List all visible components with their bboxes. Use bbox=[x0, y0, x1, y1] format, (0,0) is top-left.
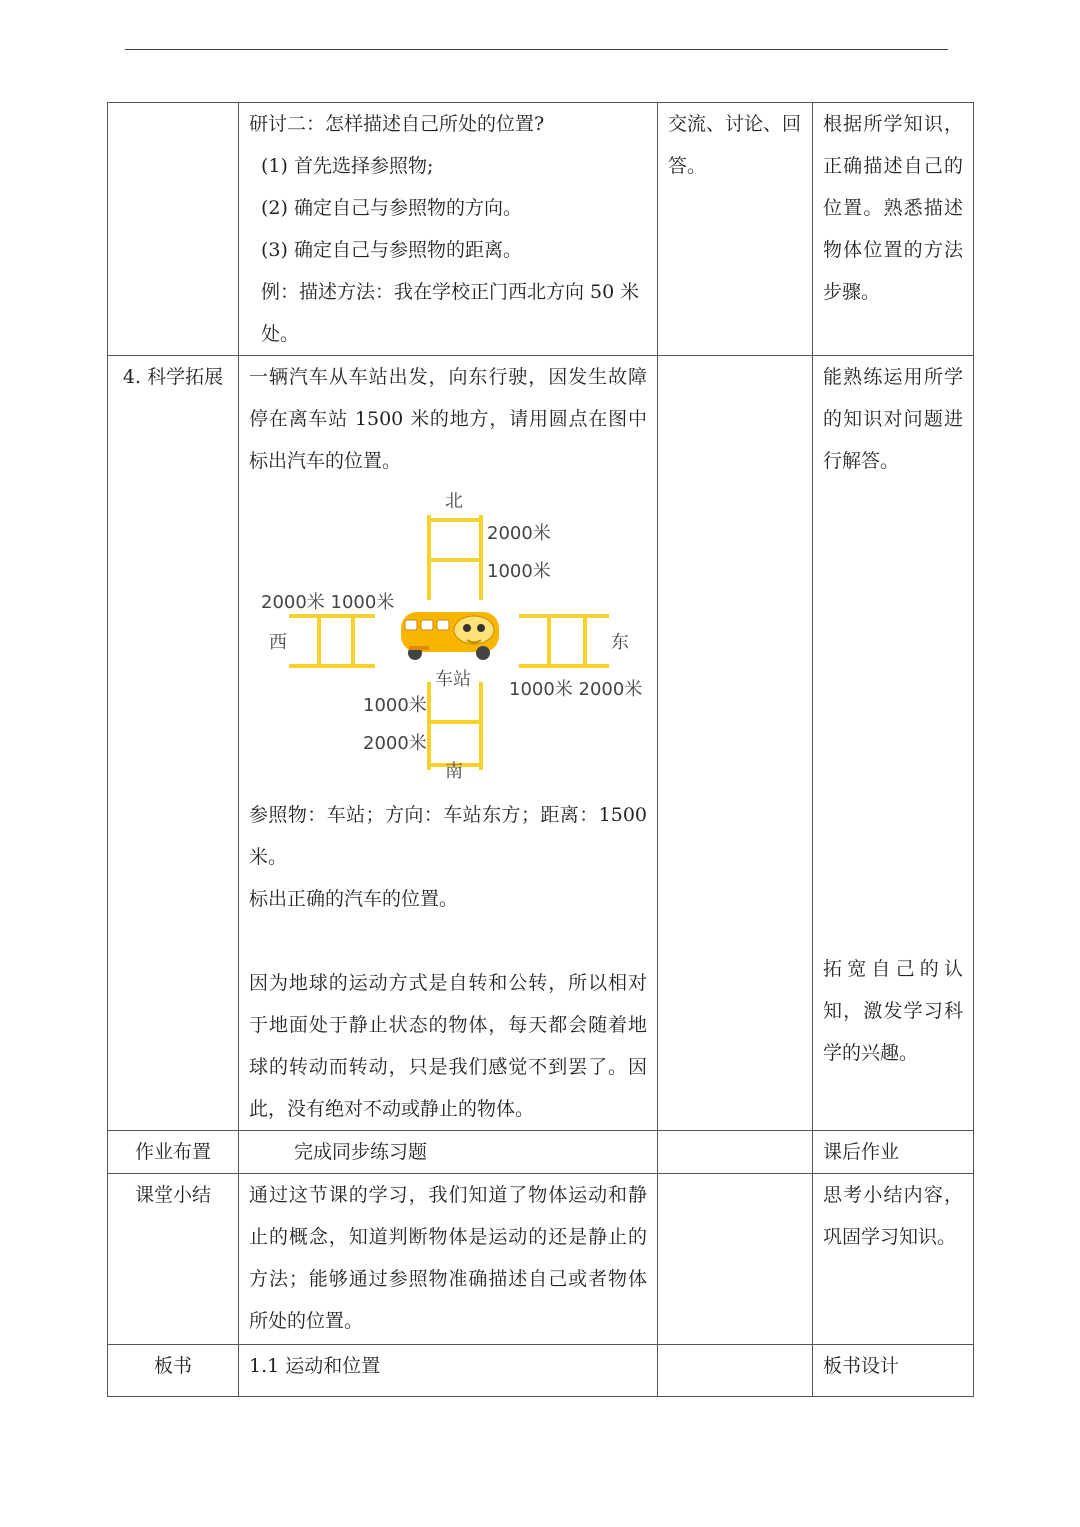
west-label: 西 bbox=[269, 632, 287, 653]
purpose-cell bbox=[813, 356, 974, 1131]
header-rule bbox=[125, 49, 948, 50]
example-text: 例：描述方法：我在学校正门西北方向 50 米处。 bbox=[261, 281, 640, 345]
table-row bbox=[108, 1131, 974, 1174]
east-label: 东 bbox=[611, 632, 629, 653]
purpose-text-1: 能熟练运用所学的知识对问题进行解答。 bbox=[823, 366, 963, 472]
bus-icon bbox=[401, 612, 499, 660]
direction-diagram bbox=[249, 490, 649, 790]
activity-cell: 交流、讨论、回答。 bbox=[658, 103, 813, 356]
activity-cell bbox=[658, 1174, 813, 1345]
station-label: 车站 bbox=[435, 669, 471, 690]
stage-cell: 课堂小结 bbox=[108, 1174, 239, 1345]
activity-cell bbox=[658, 1131, 813, 1174]
purpose-cell: 思考小结内容，巩固学习知识。 bbox=[813, 1174, 974, 1345]
table-row bbox=[108, 1174, 974, 1345]
south-1000-label: 1000米 bbox=[363, 695, 427, 716]
content-cell: 完成同步练习题 bbox=[239, 1131, 658, 1174]
purpose-cell: 板书设计 bbox=[813, 1345, 974, 1397]
problem-text: 一辆汽车从车站出发，向东行驶，因发生故障停在离车站 1500 米的地方，请用圆点在图中标出汽车的位置。 bbox=[249, 366, 647, 472]
step-2: (2) 确定自己与参照物的方向。 bbox=[261, 197, 522, 219]
purpose-cell: 根据所学知识，正确描述自己的位置。熟悉描述物体位置的方法步骤。 bbox=[813, 103, 974, 356]
south-label: 南 bbox=[445, 761, 463, 782]
answer-text: 参照物：车站；方向：车站东方；距离：1500 米。 bbox=[249, 804, 647, 868]
east-distance-labels: 1000米 2000米 bbox=[509, 679, 643, 700]
activity-cell bbox=[658, 356, 813, 1131]
content-cell bbox=[239, 356, 658, 1131]
content-cell bbox=[239, 103, 658, 356]
west-distance-labels: 2000米 1000米 bbox=[261, 592, 395, 613]
explanation-text: 因为地球的运动方式是自转和公转，所以相对于地面处于静止状态的物体，每天都会随着地球的转动而转动，只是我们感觉不到罢了。因此，没有绝对不动或静止的物体。 bbox=[249, 972, 647, 1120]
lesson-plan-table bbox=[107, 102, 974, 1397]
step-3: (3) 确定自己与参照物的距离。 bbox=[261, 239, 522, 261]
purpose-cell: 课后作业 bbox=[813, 1131, 974, 1174]
north-2000-label: 2000米 bbox=[487, 523, 551, 544]
activity-cell bbox=[658, 1345, 813, 1397]
north-label: 北 bbox=[445, 491, 463, 512]
table-row bbox=[108, 356, 974, 1131]
table-row bbox=[108, 103, 974, 356]
north-1000-label: 1000米 bbox=[487, 561, 551, 582]
table-row bbox=[108, 1345, 974, 1397]
ladder-graphics bbox=[249, 490, 649, 790]
stage-cell: 板书 bbox=[108, 1345, 239, 1397]
content-cell: 1.1 运动和位置 bbox=[239, 1345, 658, 1397]
discussion-title: 研讨二：怎样描述自己所处的位置? bbox=[249, 113, 545, 135]
south-2000-label: 2000米 bbox=[363, 733, 427, 754]
step-1: (1) 首先选择参照物; bbox=[261, 155, 434, 177]
purpose-text-2: 拓宽自己的认知，激发学习科学的兴趣。 bbox=[823, 958, 963, 1064]
stage-cell: 4. 科学拓展 bbox=[108, 356, 239, 1131]
content-cell: 通过这节课的学习，我们知道了物体运动和静止的概念，知道判断物体是运动的还是静止的方法；能够通过参照物准确描述自己或者物体所处的位置。 bbox=[239, 1174, 658, 1345]
stage-cell: 作业布置 bbox=[108, 1131, 239, 1174]
mark-text: 标出正确的汽车的位置。 bbox=[249, 888, 459, 910]
stage-cell bbox=[108, 103, 239, 356]
